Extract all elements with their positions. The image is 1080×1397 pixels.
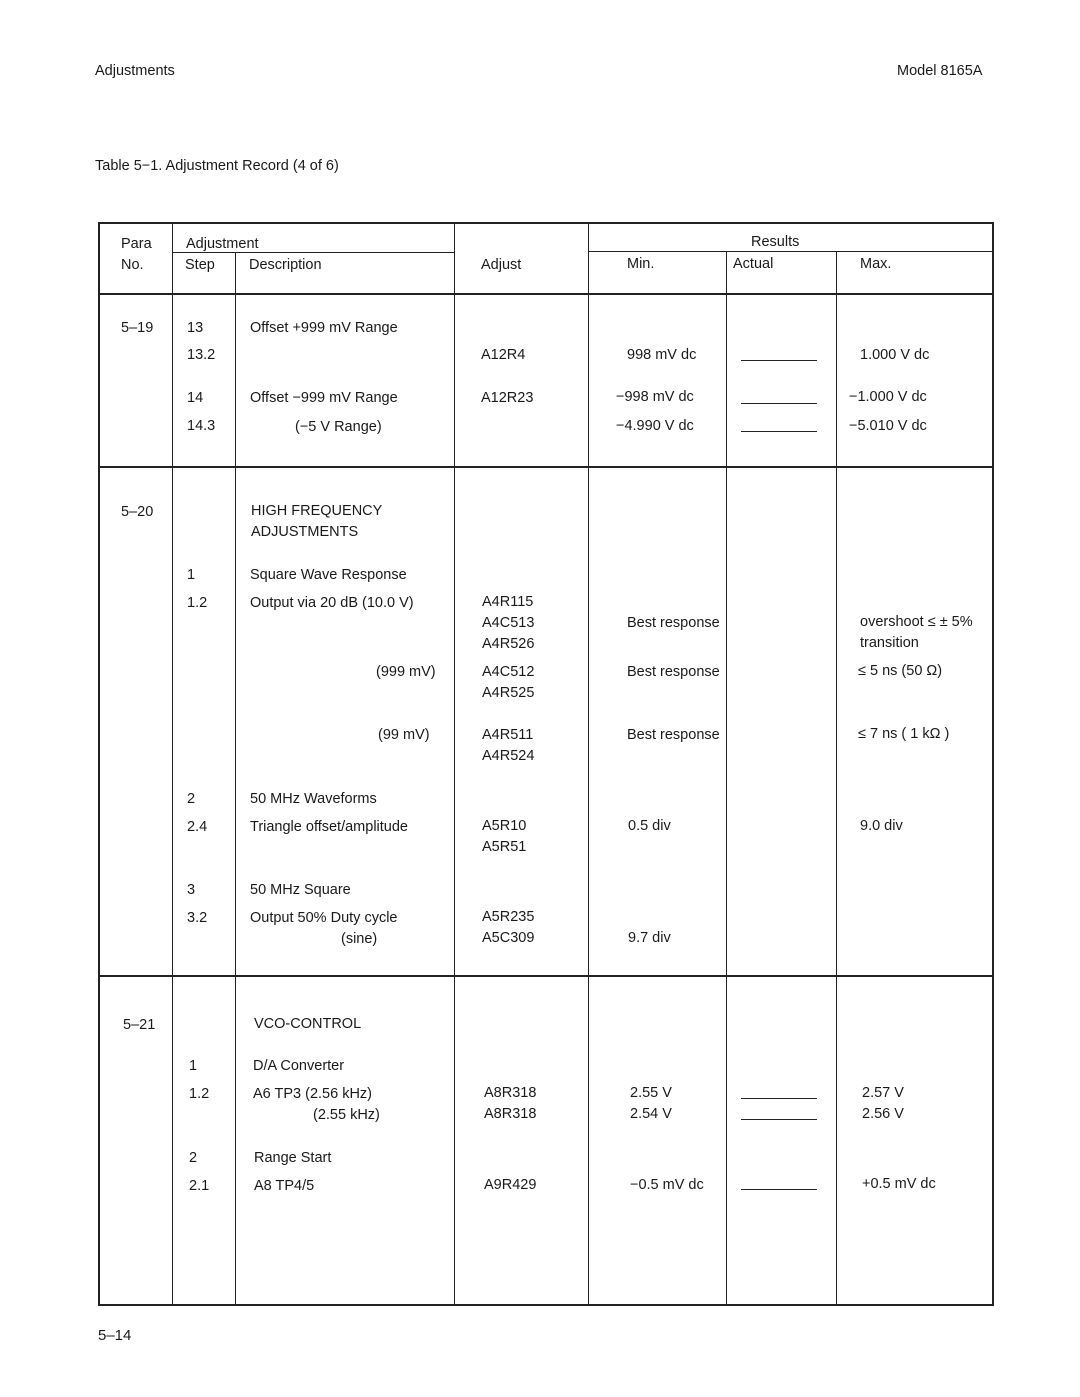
step-cell: 1.2 bbox=[189, 1086, 210, 1102]
actual-blank-line[interactable] bbox=[741, 403, 817, 404]
min-cell: 998 mV dc bbox=[627, 347, 697, 363]
adjust-cell: A8R318 bbox=[484, 1106, 537, 1122]
description-cell: Triangle offset/amplitude bbox=[250, 819, 408, 835]
max-cell: transition bbox=[860, 635, 919, 651]
step-cell: 2 bbox=[187, 791, 196, 807]
col-header-no: No. bbox=[121, 257, 144, 273]
step-cell: 1 bbox=[187, 567, 196, 583]
adjust-cell: A4R525 bbox=[482, 685, 535, 701]
adjust-cell: A4C512 bbox=[482, 664, 535, 680]
adjust-cell: A4R511 bbox=[482, 727, 534, 743]
max-cell: 2.57 V bbox=[862, 1085, 904, 1101]
col-header-actual: Actual bbox=[733, 256, 774, 272]
step-cell: 1.2 bbox=[187, 595, 208, 611]
actual-blank-line[interactable] bbox=[741, 1098, 817, 1099]
col-header-adjust: Adjust bbox=[481, 257, 522, 273]
adjust-cell: A9R429 bbox=[484, 1177, 537, 1193]
min-cell: 2.54 V bbox=[630, 1106, 672, 1122]
description-cell: Square Wave Response bbox=[250, 567, 407, 583]
adjust-cell: A5R10 bbox=[482, 818, 527, 834]
step-cell: 2.1 bbox=[189, 1178, 210, 1194]
col-header-max: Max. bbox=[860, 256, 892, 272]
step-cell: 14.3 bbox=[187, 418, 216, 434]
max-cell: −1.000 V dc bbox=[849, 389, 927, 405]
min-cell: 0.5 div bbox=[628, 818, 671, 834]
description-cell: (999 mV) bbox=[376, 664, 436, 680]
para-number: 5–19 bbox=[121, 320, 154, 336]
adjust-cell: A4C513 bbox=[482, 615, 535, 631]
table-caption: Table 5−1. Adjustment Record (4 of 6) bbox=[95, 158, 339, 174]
min-cell: −998 mV dc bbox=[616, 389, 694, 405]
max-cell: +0.5 mV dc bbox=[862, 1176, 936, 1192]
min-cell: 2.55 V bbox=[630, 1085, 672, 1101]
actual-blank-line[interactable] bbox=[741, 1189, 817, 1190]
step-cell: 2.4 bbox=[187, 819, 208, 835]
min-cell: 9.7 div bbox=[628, 930, 671, 946]
adjust-cell: A4R526 bbox=[482, 636, 535, 652]
adjust-cell: A5C309 bbox=[482, 930, 535, 946]
min-cell: Best response bbox=[627, 727, 720, 743]
col-header-min: Min. bbox=[627, 256, 655, 272]
adjust-cell: A5R51 bbox=[482, 839, 527, 855]
description-cell: Offset +999 mV Range bbox=[250, 320, 398, 336]
description-cell: A8 TP4/5 bbox=[254, 1178, 315, 1194]
step-cell: 13.2 bbox=[187, 347, 216, 363]
max-cell: 9.0 div bbox=[860, 818, 903, 834]
max-cell: 2.56 V bbox=[862, 1106, 904, 1122]
col-header-results: Results bbox=[751, 234, 800, 250]
max-cell: ≤ 5 ns (50 Ω) bbox=[858, 663, 943, 679]
description-cell: (sine) bbox=[341, 931, 378, 947]
section-heading: HIGH FREQUENCY bbox=[251, 503, 383, 519]
col-header-adjustment: Adjustment bbox=[186, 236, 259, 252]
step-cell: 14 bbox=[187, 390, 204, 406]
step-cell: 3.2 bbox=[187, 910, 208, 926]
description-cell: 50 MHz Waveforms bbox=[250, 791, 377, 807]
description-cell: Output via 20 dB (10.0 V) bbox=[250, 595, 414, 611]
min-cell: Best response bbox=[627, 615, 720, 631]
step-cell: 3 bbox=[187, 882, 196, 898]
max-cell: 1.000 V dc bbox=[860, 347, 930, 363]
description-cell: (99 mV) bbox=[378, 727, 430, 743]
model-number: Model 8165A bbox=[897, 63, 983, 79]
description-cell: Offset −999 mV Range bbox=[250, 390, 398, 406]
para-number: 5–20 bbox=[121, 504, 154, 520]
description-cell: 50 MHz Square bbox=[250, 882, 351, 898]
actual-blank-line[interactable] bbox=[741, 1119, 817, 1120]
step-cell: 13 bbox=[187, 320, 204, 336]
adjust-cell: A5R235 bbox=[482, 909, 535, 925]
description-cell: Range Start bbox=[254, 1150, 332, 1166]
step-cell: 1 bbox=[189, 1058, 198, 1074]
description-cell: A6 TP3 (2.56 kHz) bbox=[253, 1086, 373, 1102]
adjust-cell: A4R524 bbox=[482, 748, 535, 764]
section-heading: VCO-CONTROL bbox=[254, 1016, 362, 1032]
adjust-cell: A12R4 bbox=[481, 347, 526, 363]
actual-blank-line[interactable] bbox=[741, 431, 817, 432]
min-cell: −0.5 mV dc bbox=[630, 1177, 704, 1193]
min-cell: Best response bbox=[627, 664, 720, 680]
adjust-cell: A4R115 bbox=[482, 594, 534, 610]
min-cell: −4.990 V dc bbox=[616, 418, 694, 434]
col-header-step: Step bbox=[185, 257, 215, 273]
adjust-cell: A8R318 bbox=[484, 1085, 537, 1101]
step-cell: 2 bbox=[189, 1150, 198, 1166]
description-cell: (−5 V Range) bbox=[295, 419, 382, 435]
col-header-description: Description bbox=[249, 257, 322, 273]
max-cell: ≤ 7 ns ( 1 kΩ ) bbox=[858, 726, 950, 742]
description-cell: D/A Converter bbox=[253, 1058, 345, 1074]
para-number: 5–21 bbox=[123, 1017, 156, 1033]
max-cell: overshoot ≤ ± 5% bbox=[860, 614, 973, 630]
page-number: 5–14 bbox=[98, 1327, 132, 1344]
actual-blank-line[interactable] bbox=[741, 360, 817, 361]
section-heading: ADJUSTMENTS bbox=[251, 524, 359, 540]
col-header-para: Para bbox=[121, 236, 152, 252]
description-cell: Output 50% Duty cycle bbox=[250, 910, 398, 926]
description-cell: (2.55 kHz) bbox=[313, 1107, 380, 1123]
section-title: Adjustments bbox=[95, 63, 175, 79]
max-cell: −5.010 V dc bbox=[849, 418, 927, 434]
adjust-cell: A12R23 bbox=[481, 390, 534, 406]
